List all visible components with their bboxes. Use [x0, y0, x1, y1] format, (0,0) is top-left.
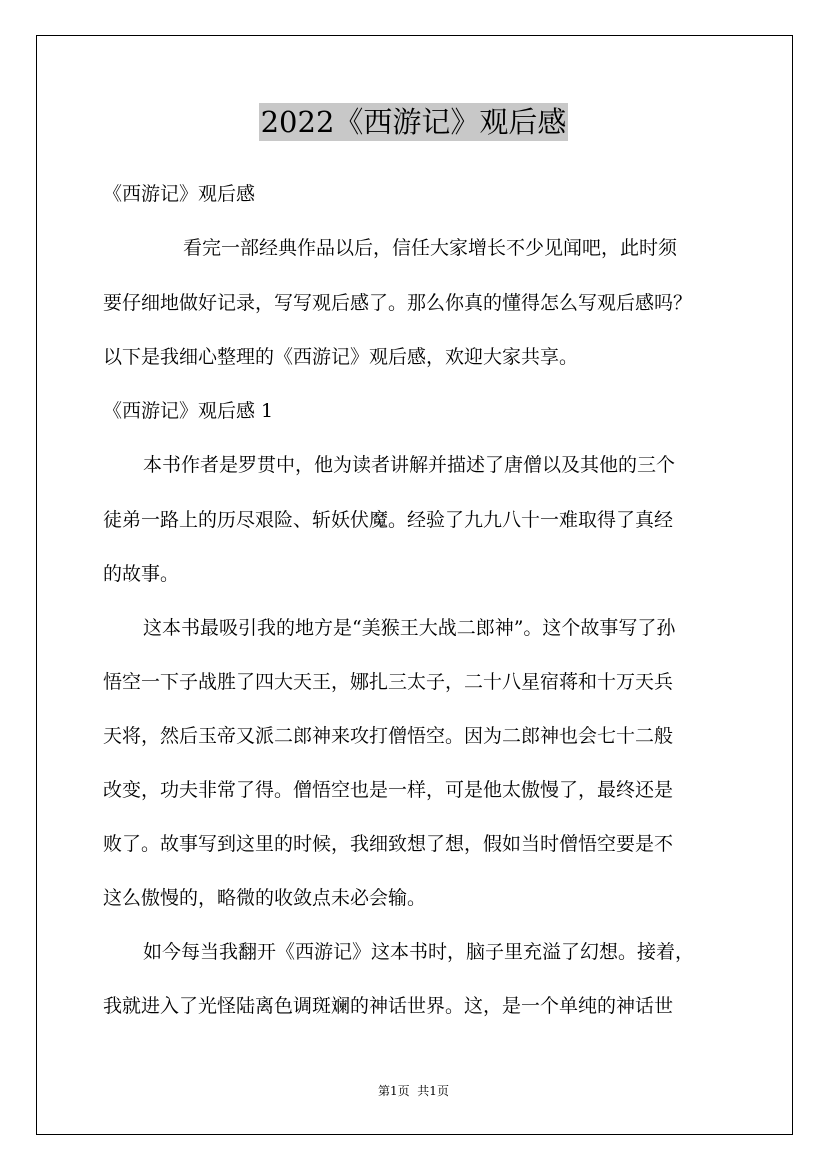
page-footer: 第1页 共1页	[378, 1084, 449, 1098]
paragraph-line: 天将，然后玉帝又派二郎神来攻打僧悟空。因为二郎神也会七十二般	[103, 725, 674, 747]
paragraph-line: 本书作者是罗贯中，他为读者讲解并描述了唐僧以及其他的三个	[143, 454, 676, 476]
paragraph-line: 看完一部经典作品以后，信任大家增长不少见闻吧，此时须	[183, 237, 678, 259]
paragraph-line: 改变，功夫非常了得。僧悟空也是一样，可是他太傲慢了，最终还是	[103, 779, 674, 801]
section-heading: 《西游记》观后感 1	[103, 400, 274, 422]
subtitle-line: 《西游记》观后感	[103, 183, 256, 205]
paragraph-line: 这么傲慢的，略微的收敛点未必会输。	[103, 887, 427, 909]
paragraph-line: 的故事。	[103, 563, 180, 585]
paragraph-line: 以下是我细心整理的《西游记》观后感，欢迎大家共享。	[103, 346, 579, 368]
paragraph-line: 败了。故事写到这里的时候，我细致想了想，假如当时僧悟空要是不	[103, 833, 674, 855]
paragraph-line: 如今每当我翻开《西游记》这本书时，脑子里充溢了幻想。接着，	[143, 941, 695, 963]
paragraph-line: 这本书最吸引我的地方是“美猴王大战二郎神”。这个故事写了孙	[143, 617, 676, 639]
title-container	[0, 103, 827, 141]
paragraph-line: 我就进入了光怪陆离色调斑斓的神话世界。这，是一个单纯的神话世	[103, 995, 674, 1017]
document-title: 2022《西游记》观后感	[260, 105, 567, 139]
paragraph-line: 徒弟一路上的历尽艰险、斩妖伏魔。经验了九九八十一难取得了真经	[103, 509, 674, 531]
paragraph-line: 悟空一下子战胜了四大天王，娜扎三太子，二十八星宿蒋和十万天兵	[103, 671, 674, 693]
paragraph-line: 要仔细地做好记录，写写观后感了。那么你真的懂得怎么写观后感吗？	[103, 292, 693, 314]
